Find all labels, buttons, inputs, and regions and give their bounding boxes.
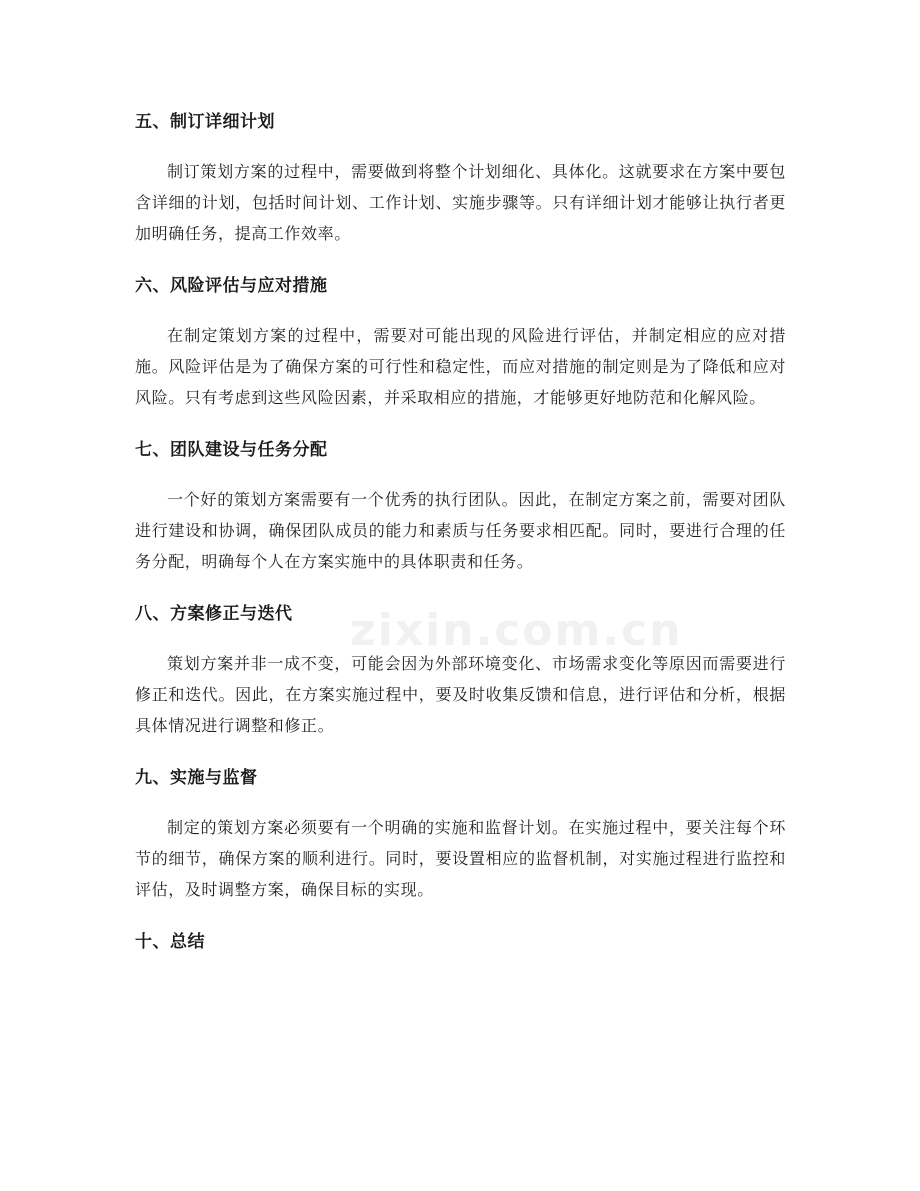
section-paragraph: 在制定策划方案的过程中，需要对可能出现的风险进行评估，并制定相应的应对措施。风险评估是为了确保方案的可行性和稳定性，而应对措施的制定则是为了降低和应对风险。只有考虑到这些风险因素，并采取相应的措施，才能够更好地防范和化解风险。 bbox=[135, 326, 786, 407]
section-heading: 六、风险评估与应对措施 bbox=[135, 276, 328, 296]
section-9 bbox=[135, 760, 786, 924]
section-10 bbox=[135, 924, 786, 960]
section-paragraph: 制订策划方案的过程中，需要做到将整个计划细化、具体化。这就要求在方案中要包含详细的计划，包括时间计划、工作计划、实施步骤等。只有详细计划才能够让执行者更加明确任务，提高工作效率。 bbox=[135, 162, 786, 243]
section-heading: 五、制订详细计划 bbox=[135, 112, 275, 132]
section-paragraph: 制定的策划方案必须要有一个明确的实施和监督计划。在实施过程中，要关注每个环节的细节，确保方案的顺利进行。同时，要设置相应的监督机制，对实施过程进行监控和评估，及时调整方案，确保目标的实现。 bbox=[135, 818, 786, 899]
section-5 bbox=[135, 104, 786, 268]
section-heading: 七、团队建设与任务分配 bbox=[135, 440, 328, 460]
section-paragraph: 策划方案并非一成不变，可能会因为外部环境变化、市场需求变化等原因而需要进行修正和迭代。因此，在方案实施过程中，要及时收集反馈和信息，进行评估和分析，根据具体情况进行调整和修正。 bbox=[135, 654, 786, 735]
section-8 bbox=[135, 596, 786, 760]
section-6 bbox=[135, 268, 786, 432]
section-heading: 九、实施与监督 bbox=[135, 768, 258, 788]
section-heading: 八、方案修正与迭代 bbox=[135, 604, 293, 624]
section-7 bbox=[135, 432, 786, 596]
section-heading: 十、总结 bbox=[135, 932, 205, 952]
watermark: zixin.com.cn bbox=[350, 605, 683, 656]
section-paragraph: 一个好的策划方案需要有一个优秀的执行团队。因此，在制定方案之前，需要对团队进行建设和协调，确保团队成员的能力和素质与任务要求相匹配。同时，要进行合理的任务分配，明确每个人在方案实施中的具体职责和任务。 bbox=[135, 490, 786, 571]
document-body bbox=[135, 104, 786, 960]
